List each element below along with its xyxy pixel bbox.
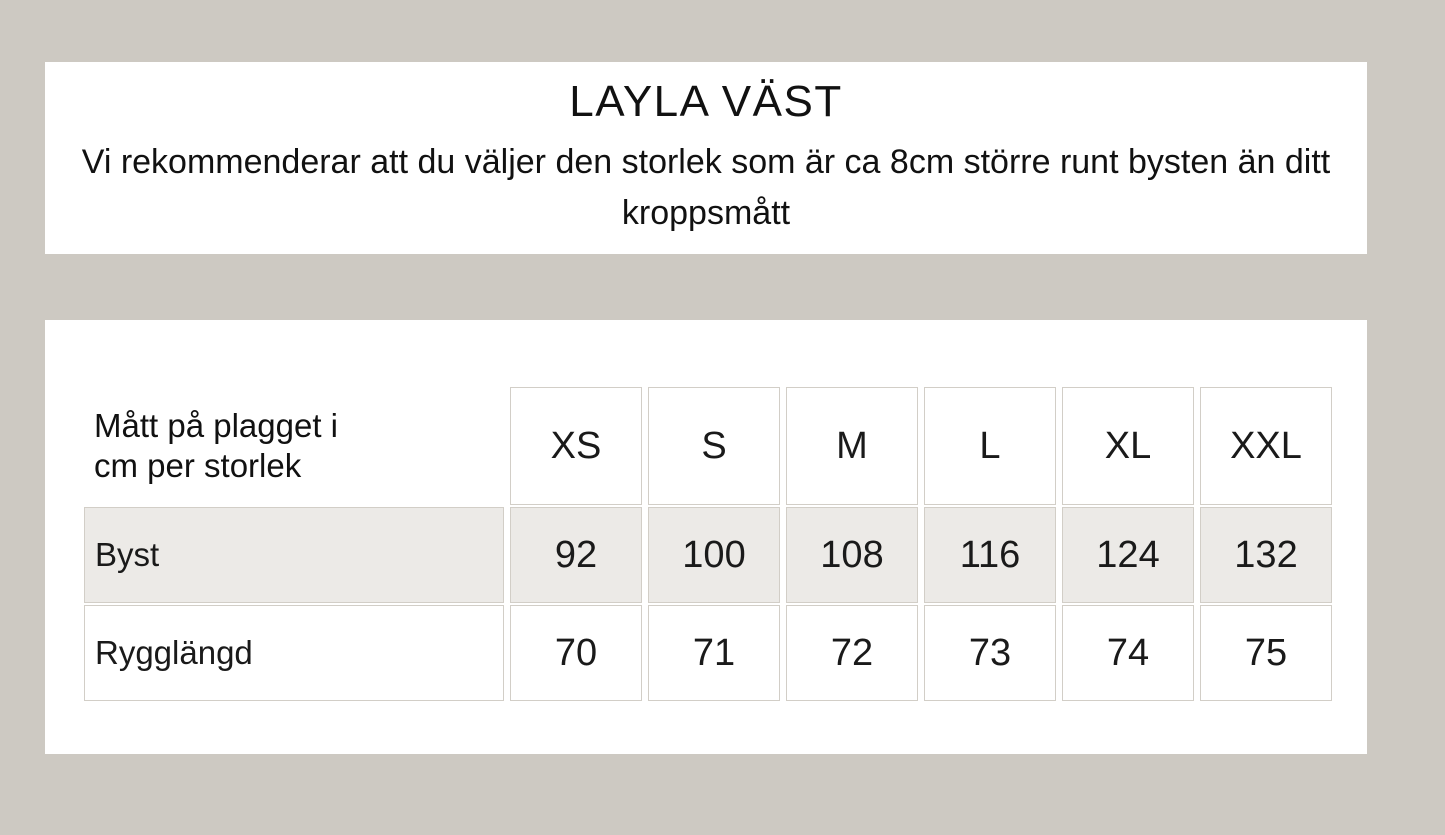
size-table — [78, 385, 1338, 703]
column-header-xl: XL — [1062, 387, 1194, 505]
table-header-row — [84, 387, 1332, 505]
recommendation-text: Vi rekommenderar att du väljer den storlek som är ca 8cm större runt bysten än ditt kroppsmått — [81, 142, 1331, 232]
cell-byst-s: 100 — [648, 507, 780, 603]
cell-rygglangd-xl: 74 — [1062, 605, 1194, 701]
cell-byst-xs: 92 — [510, 507, 642, 603]
column-header-m: M — [786, 387, 918, 505]
cell-rygglangd-xs: 70 — [510, 605, 642, 701]
row-label-byst: Byst — [84, 507, 504, 603]
column-header-l: L — [924, 387, 1056, 505]
column-header-xxl: XXL — [1200, 387, 1332, 505]
row-label-rygglangd: Rygglängd — [84, 605, 504, 701]
corner-label-line-1: Mått på plagget i — [94, 407, 338, 445]
cell-byst-xxl: 132 — [1200, 507, 1332, 603]
corner-label-line-2: cm per storlek — [94, 447, 302, 484]
cell-rygglangd-l: 73 — [924, 605, 1056, 701]
page-title: LAYLA VÄST — [569, 77, 843, 126]
cell-byst-l: 116 — [924, 507, 1056, 603]
cell-rygglangd-s: 71 — [648, 605, 780, 701]
table-row — [84, 507, 1332, 603]
table-row — [84, 605, 1332, 701]
size-table-card — [45, 320, 1367, 754]
column-header-xs: XS — [510, 387, 642, 505]
cell-rygglangd-xxl: 75 — [1200, 605, 1332, 701]
table-corner-label — [84, 387, 504, 505]
column-header-s: S — [648, 387, 780, 505]
cell-byst-xl: 124 — [1062, 507, 1194, 603]
cell-rygglangd-m: 72 — [786, 605, 918, 701]
cell-byst-m: 108 — [786, 507, 918, 603]
header-card — [45, 62, 1367, 254]
